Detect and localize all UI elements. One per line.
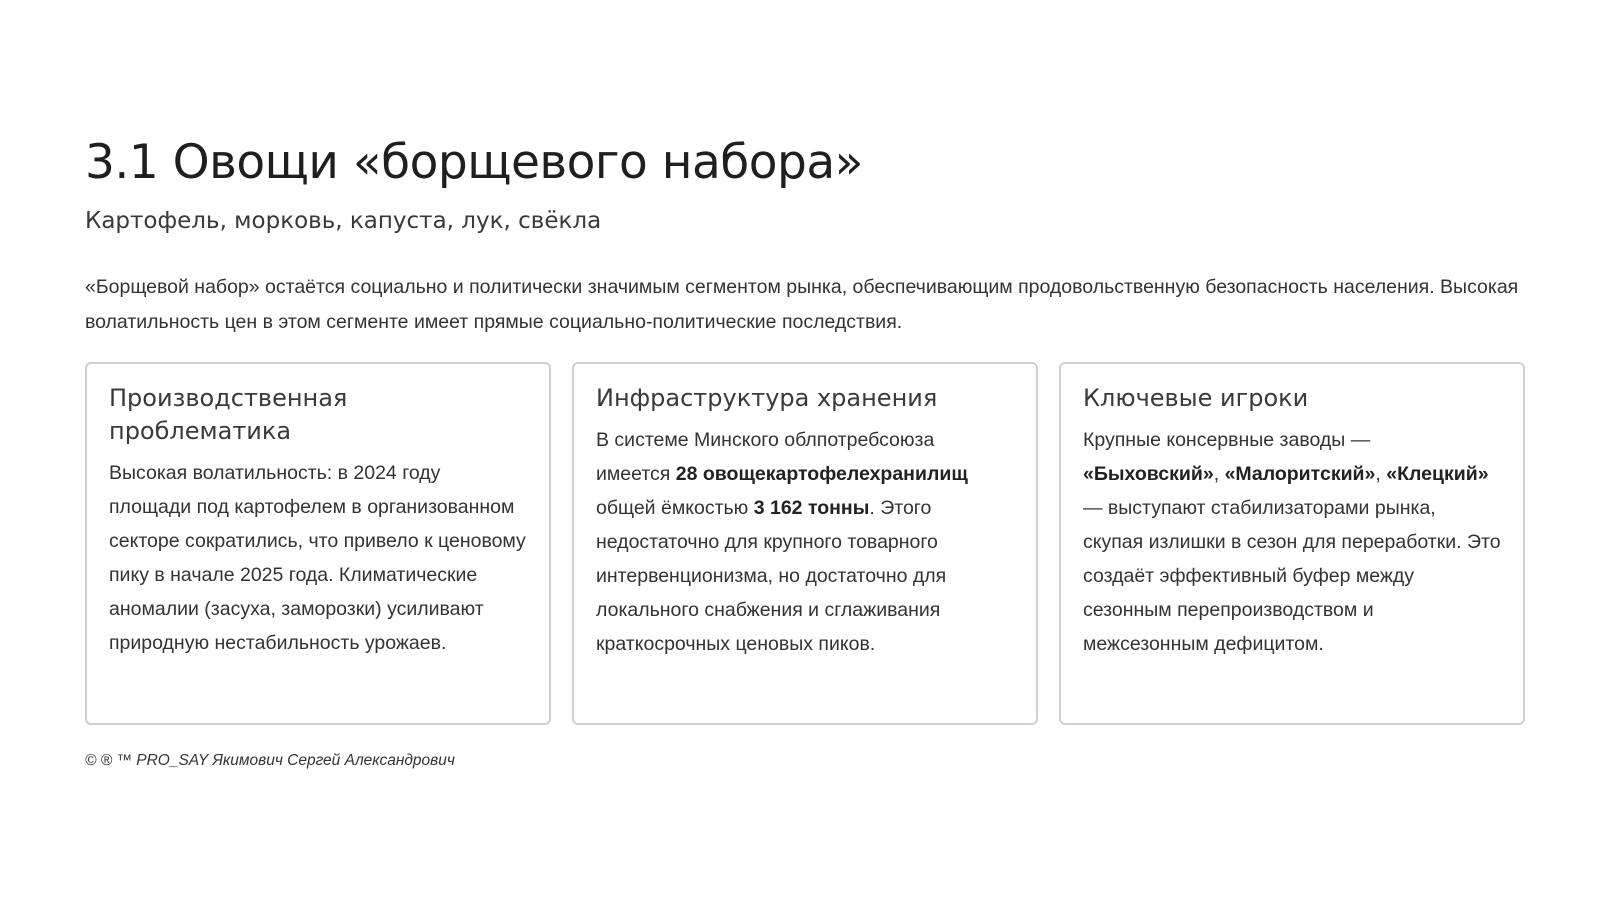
copyright-footer: © ® ™ PRO_SAY Якимович Сергей Александрович bbox=[85, 752, 455, 769]
card-body-text: . Этого недостаточно для крупного товарного интервенционизма, но достаточно для локального снабжения и сглаживания краткосрочных ценовых пиков. bbox=[596, 497, 947, 655]
card-storage bbox=[572, 362, 1038, 725]
card-title: Производственная проблематика bbox=[109, 384, 348, 445]
card-key-players bbox=[1059, 362, 1525, 725]
intro-paragraph: «Борщевой набор» остаётся социально и политически значимым сегментом рынка, обеспечивающим продовольственную безопасность населения. Высокая волатильность цен в этом сегменте имеет прямые социально-политические последствия. bbox=[85, 276, 1519, 333]
card-body-text: — выступают стабилизаторами рынка, скупая излишки в сезон для переработки. Это создаёт эффективный буфер между сезонным перепроизводством и межсезонным дефицитом. bbox=[1083, 497, 1501, 655]
page-title: 3.1 Овощи «борщевого набора» bbox=[85, 135, 863, 190]
card-body-highlight: «Малоритский» bbox=[1224, 463, 1376, 485]
slide bbox=[85, 0, 1525, 902]
card-body bbox=[1083, 423, 1501, 661]
card-body-highlight: «Клецкий» bbox=[1386, 463, 1489, 485]
card-body-text: В системе Минского облпотребсоюза имеется bbox=[596, 429, 935, 485]
card-body-highlight: «Быховский» bbox=[1083, 463, 1214, 485]
page-subtitle: Картофель, морковь, капуста, лук, свёкла bbox=[85, 208, 602, 234]
cards-row bbox=[85, 362, 1525, 725]
card-body-text: Высокая волатильность: в 2024 году площади под картофелем в организованном секторе сократились, что привело к ценовому пику в начале 2025 года. Климатические аномалии (засуха, заморозки) усиливают природную нестабильность урожаев. bbox=[109, 462, 526, 654]
card-body bbox=[596, 423, 1014, 661]
card-body bbox=[109, 456, 527, 660]
card-title: Ключевые игроки bbox=[1083, 384, 1309, 412]
card-body-text: , bbox=[1375, 463, 1387, 485]
card-production bbox=[85, 362, 551, 725]
card-body-text: общей ёмкостью bbox=[596, 497, 754, 519]
card-body-text: , bbox=[1213, 463, 1225, 485]
card-title: Инфраструктура хранения bbox=[596, 384, 938, 412]
card-body-highlight: 3 162 тонны bbox=[753, 497, 870, 519]
card-body-text: Крупные консервные заводы — bbox=[1083, 429, 1371, 451]
card-body-highlight: 28 овощекартофелехранилищ bbox=[675, 463, 968, 485]
